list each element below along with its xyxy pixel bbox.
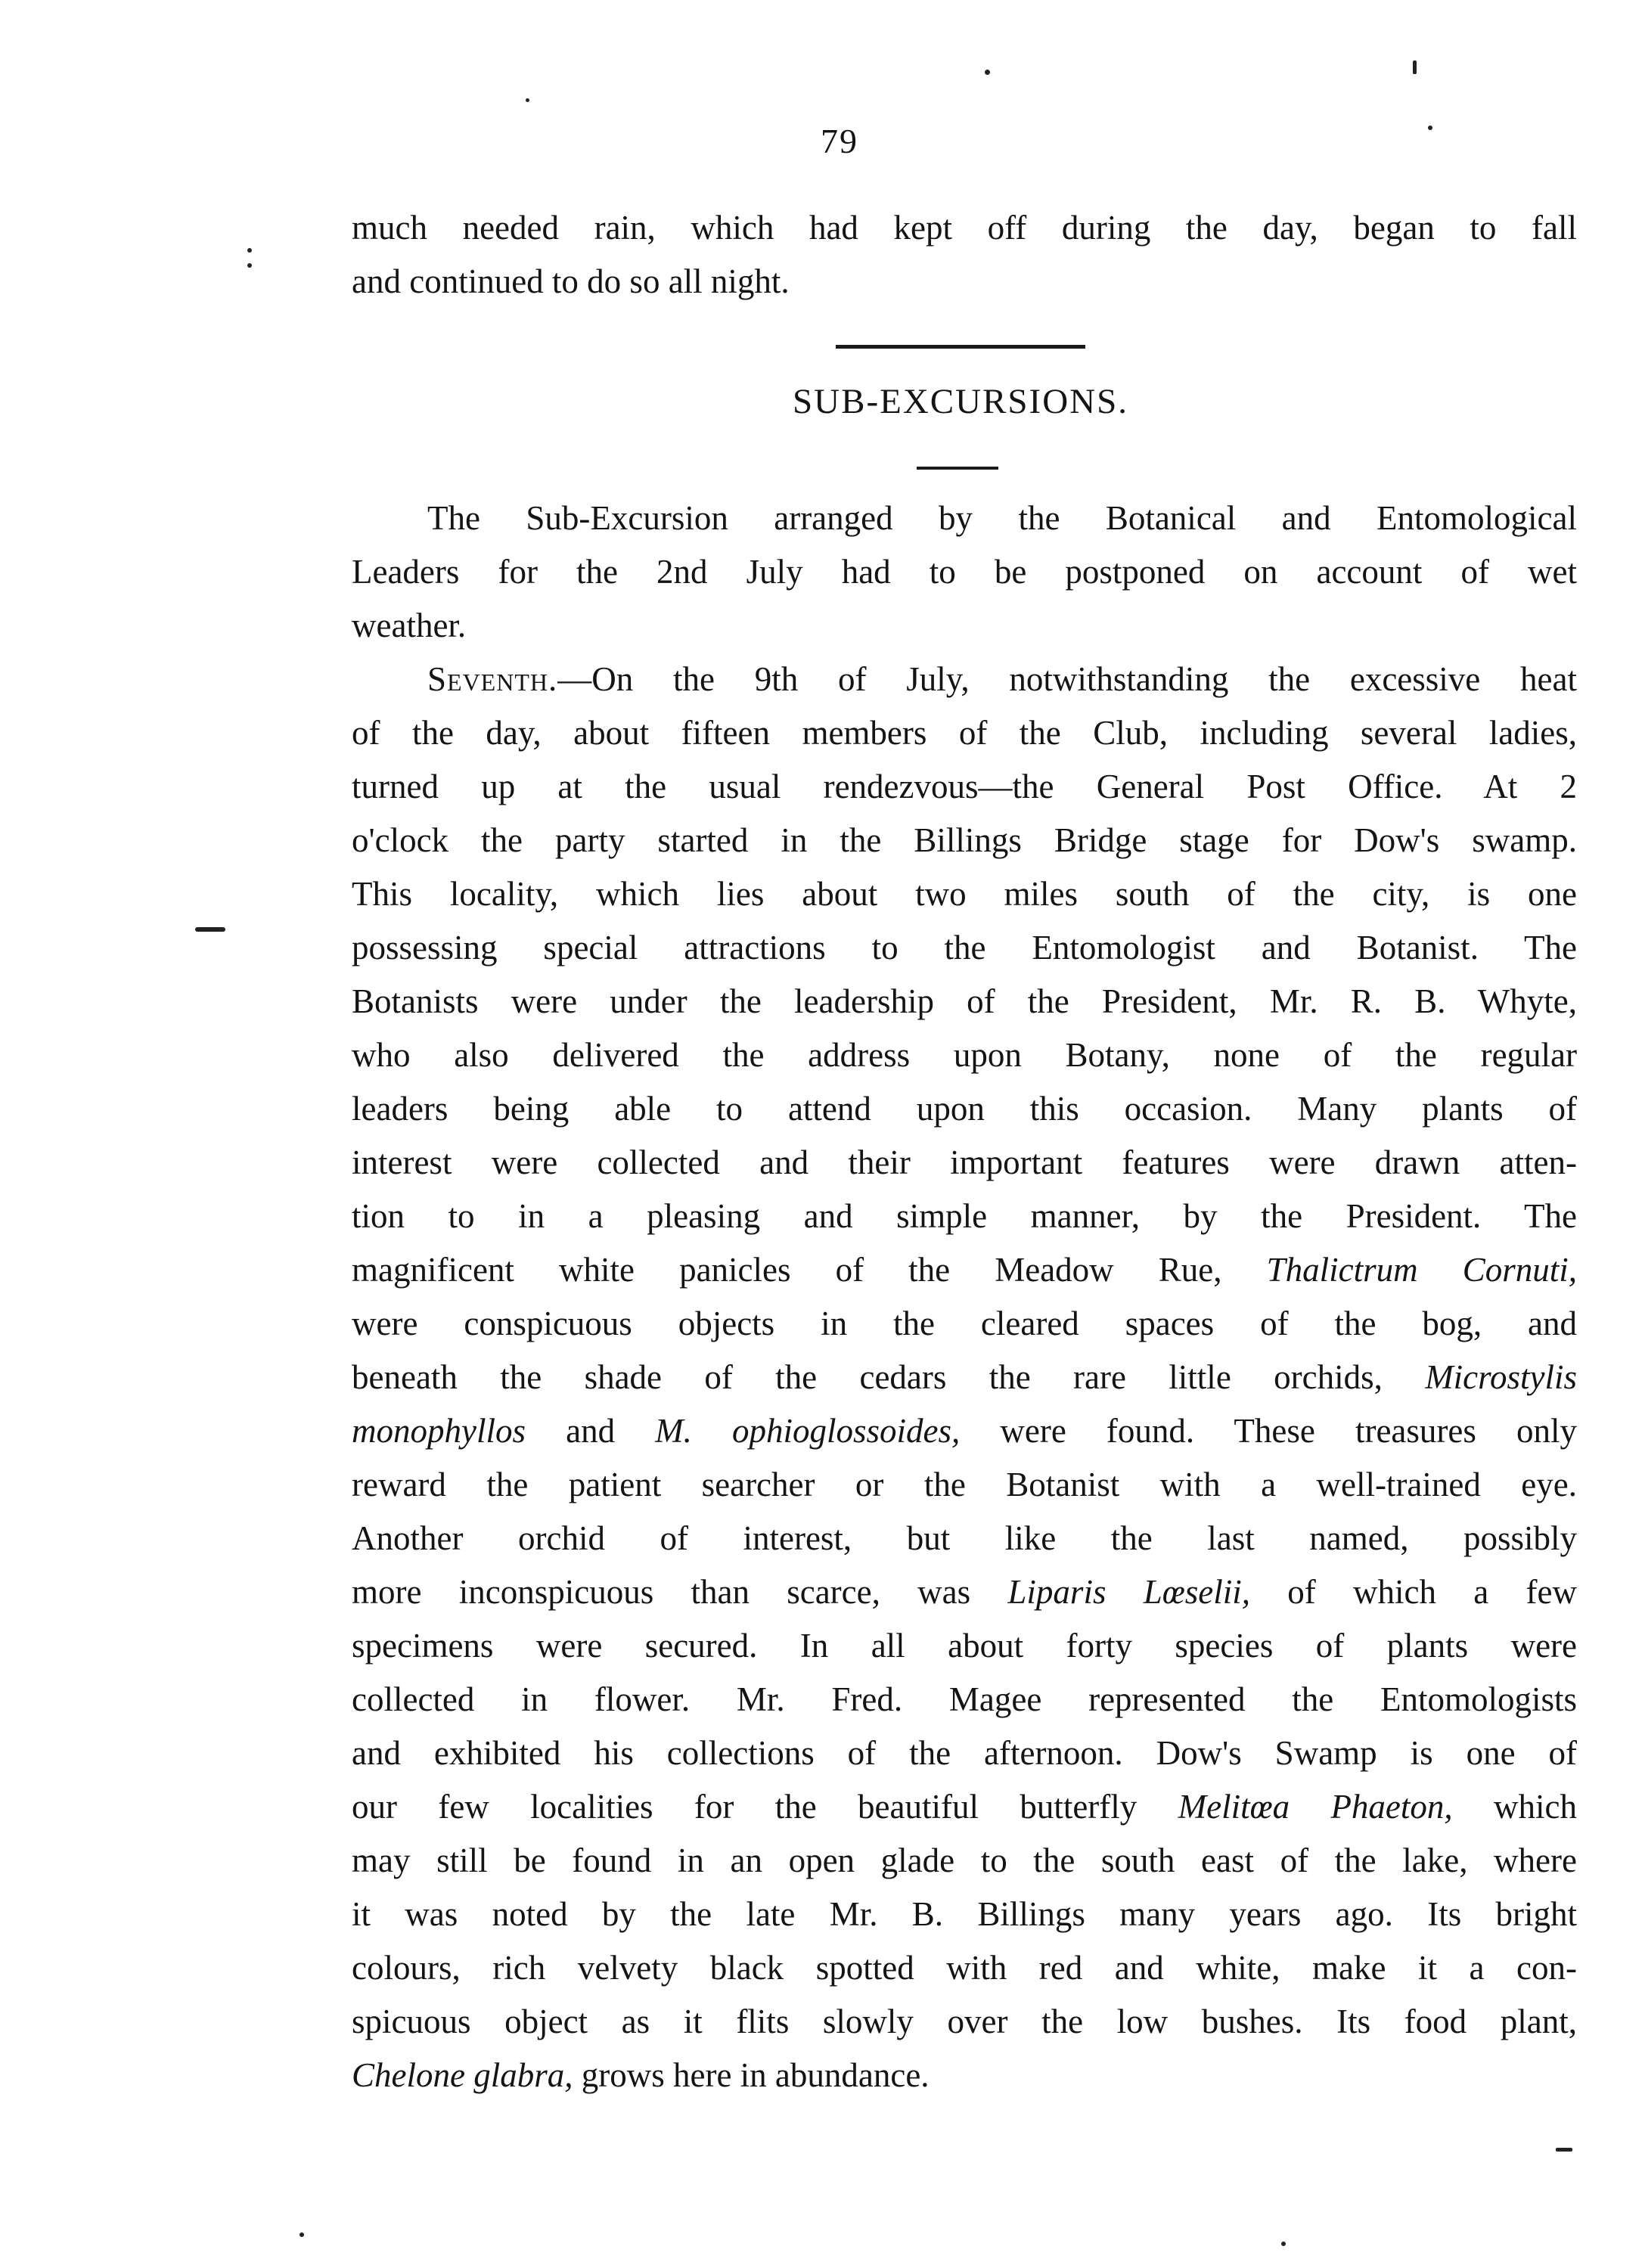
species-name: Melitœa Phaeton, <box>1178 1788 1453 1826</box>
intro-line: and continued to do so all night. <box>352 262 790 300</box>
paragraph-line: may still be found in an open glade to the south east of the lake, where <box>352 1841 1577 1879</box>
paragraph-line: collected in flower. Mr. Fred. Magee represented the Entomologists <box>352 1680 1577 1718</box>
line-text: more inconspicuous than scarce, was <box>352 1573 1008 1611</box>
paragraph-line: o'clock the party started in the Billings Bridge stage for Dow's swamp. <box>352 821 1577 859</box>
scan-speck <box>985 70 990 75</box>
page-number: 79 <box>821 122 858 160</box>
paragraph-line: who also delivered the address upon Botany, none of the regular <box>352 1036 1577 1074</box>
paragraph-line: Another orchid of interest, but like the last named, possibly <box>352 1519 1577 1557</box>
scan-speck <box>1428 126 1432 130</box>
line-text: beneath the shade of the cedars the rare little orchids, <box>352 1358 1426 1396</box>
scan-speck <box>247 248 252 253</box>
paragraph-line <box>352 1565 1577 1619</box>
paragraph-seventh <box>352 653 1577 2102</box>
paragraph-line: specimens were secured. In all about forty species of plants were <box>352 1627 1577 1665</box>
paragraph-line <box>352 1404 1577 1458</box>
paragraph-line: and exhibited his collections of the afternoon. Dow's Swamp is one of <box>352 1734 1577 1772</box>
species-name: Thalictrum Cornuti, <box>1266 1251 1577 1289</box>
species-name: M. ophioglossoides, <box>655 1412 961 1450</box>
section-heading: SUB-EXCURSIONS. <box>793 382 1128 421</box>
scan-speck <box>195 927 225 932</box>
paragraph-line <box>352 1243 1577 1297</box>
intro-line: much needed rain, which had kept off during the day, began to fall <box>352 209 1577 247</box>
scan-speck <box>300 2232 304 2237</box>
scan-speck <box>1556 2148 1572 2152</box>
line-text: grows here in abundance. <box>573 2056 930 2094</box>
scan-speck <box>247 263 252 268</box>
paragraph-line: reward the patient searcher or the Botanist with a well-trained eye. <box>352 1466 1577 1503</box>
line-text: our few localities for the beautiful butterfly <box>352 1788 1178 1826</box>
paragraph-line: were conspicuous objects in the cleared spaces of the bog, and <box>352 1305 1577 1342</box>
intro-paragraph <box>352 201 1577 309</box>
paragraph-line: This locality, which lies about two miles south of the city, is one <box>352 875 1577 913</box>
species-name: Liparis Lœselii, <box>1007 1573 1251 1611</box>
paragraph-line: leaders being able to attend upon this occasion. Many plants of <box>352 1090 1577 1128</box>
paragraph-line: spicuous object as it flits slowly over the low bushes. Its food plant, <box>352 2003 1577 2040</box>
line-text: were found. These treasures only <box>960 1412 1577 1450</box>
species-name: monophyllos <box>352 1412 526 1450</box>
paragraph-line: of the day, about fifteen members of the Club, including several ladies, <box>352 714 1577 752</box>
line-text: of which a few <box>1250 1573 1578 1611</box>
seventh-lead: Seventh. <box>427 660 558 698</box>
line-text: —On the 9th of July, notwithstanding the excessive heat <box>557 660 1577 698</box>
heading-rule-top <box>836 345 1085 349</box>
paragraph-line: possessing special attractions to the Entomologist and Botanist. The <box>352 929 1577 966</box>
paragraph-line <box>352 2049 1577 2102</box>
scan-speck <box>526 98 529 102</box>
line-text: and <box>526 1412 656 1450</box>
line-text: magnificent white panicles of the Meadow Rue, <box>352 1251 1267 1289</box>
species-name: Microstylis <box>1425 1358 1577 1396</box>
paragraph-line: turned up at the usual rendezvous—the General Post Office. At 2 <box>352 768 1577 805</box>
paragraph-line <box>352 1780 1577 1834</box>
paragraph-line: weather. <box>352 607 467 644</box>
heading-rule-bottom <box>917 467 998 470</box>
species-name: Chelone glabra, <box>352 2056 573 2094</box>
paragraph-postponed <box>352 492 1577 653</box>
paragraph-line: tion to in a pleasing and simple manner, by the President. The <box>352 1197 1577 1235</box>
paragraph-line <box>352 1351 1577 1404</box>
paragraph-line: Botanists were under the leadership of the President, Mr. R. B. Whyte, <box>352 982 1577 1020</box>
paragraph-line: Leaders for the 2nd July had to be postponed on account of wet <box>352 553 1577 591</box>
scan-speck <box>1281 2242 1286 2246</box>
paragraph-line: it was noted by the late Mr. B. Billings many years ago. Its bright <box>352 1895 1577 1933</box>
scan-speck <box>1413 61 1417 74</box>
body-text <box>352 492 1577 2102</box>
line-text: which <box>1452 1788 1577 1826</box>
paragraph-line: colours, rich velvety black spotted with red and white, make it a con- <box>352 1949 1577 1987</box>
paragraph-line: The Sub-Excursion arranged by the Botanical and Entomological <box>427 499 1577 537</box>
paragraph-line <box>352 653 1577 706</box>
paragraph-line: interest were collected and their important features were drawn atten- <box>352 1143 1577 1181</box>
